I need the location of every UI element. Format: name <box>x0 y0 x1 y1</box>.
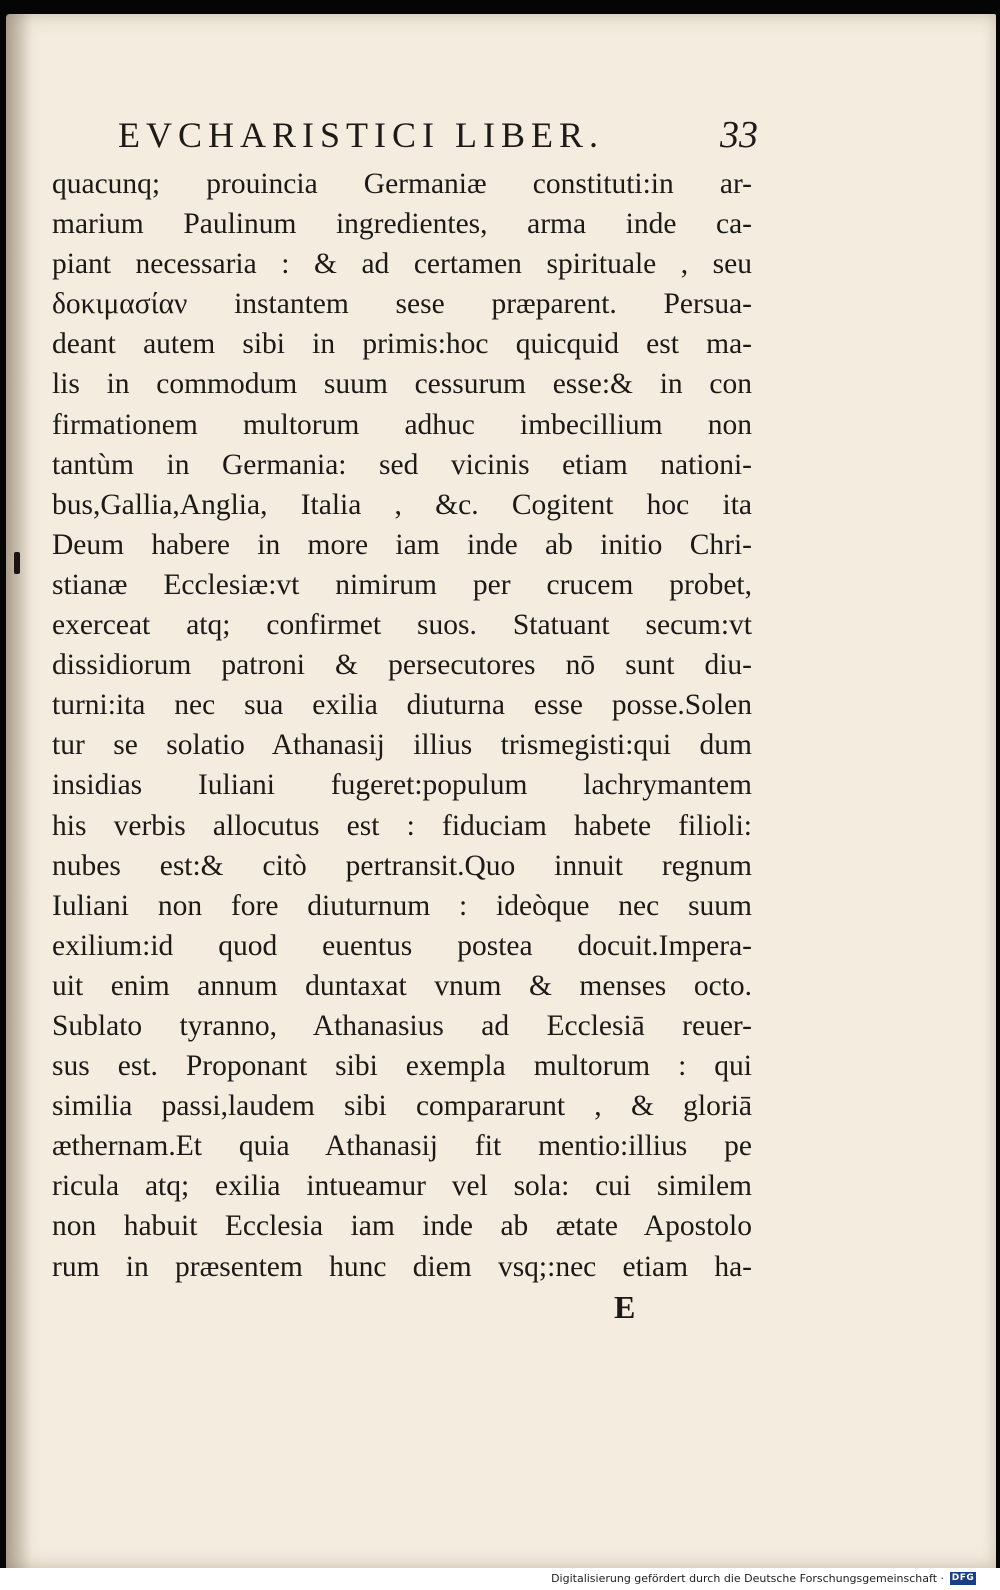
text-line: tur se solatio Athanasij illius trismegisti:qui dum <box>52 729 752 762</box>
text-line: firmationem multorum adhuc imbecillium non <box>52 408 752 441</box>
text-line: stianæ Ecclesiæ:vt nimirum per crucem probet, <box>52 568 752 601</box>
text-line: quacunq; prouincia Germaniæ constituti:in ar- <box>52 168 752 200</box>
text-line: Deum habere in more iam inde ab initio Chri- <box>52 528 752 561</box>
text-line: turni:ita nec sua exilia diuturna esse posse.Solen <box>52 689 752 722</box>
text-line: similia passi,laudem sibi compararunt , & gloriā <box>52 1090 752 1123</box>
funding-credit: Digitalisierung gefördert durch die Deutsche Forschungsgemeinschaft · <box>551 1572 944 1585</box>
dfg-logo: DFG <box>951 1573 975 1583</box>
text-line: marium Paulinum ingredientes, arma inde ca- <box>52 208 752 241</box>
text-line: exerceat atq; confirmet suos. Statuant secum:vt <box>52 609 752 642</box>
text-line: insidias Iuliani fugeret:populum lachrymantem <box>52 769 752 802</box>
text-line: bus,Gallia,Anglia, Italia , &c. Cogitent hoc ita <box>52 488 752 521</box>
text-line: exilium:id quod euentus postea docuit.Impera- <box>52 929 752 962</box>
digitization-footer <box>0 1568 1000 1590</box>
text-line: tantùm in Germania: sed vicinis etiam nationi- <box>52 448 752 481</box>
text-line: æthernam.Et quia Athanasij fit mentio:illius pe <box>52 1130 752 1163</box>
text-line: his verbis allocutus est : fiduciam habete filioli: <box>52 809 752 842</box>
text-line: lis in commodum suum cessurum esse:& in con <box>52 368 752 401</box>
text-line: nubes est:& citò pertransit.Quo innuit regnum <box>52 849 752 882</box>
body-text <box>52 164 752 1287</box>
text-line: δοκιμασίαν instantem sese præparent. Persua- <box>52 288 752 321</box>
book-page <box>6 14 996 1568</box>
signature-mark: E <box>614 1289 636 1325</box>
text-line: rum in præsentem hunc diem vsq;:nec etiam ha- <box>52 1250 752 1283</box>
text-line: deant autem sibi in primis:hoc quicquid est ma- <box>52 328 752 361</box>
running-head <box>118 112 758 158</box>
text-line: Sublato tyranno, Athanasius ad Ecclesiā reuer- <box>52 1009 752 1042</box>
text-line: uit enim annum duntaxat vnum & menses octo. <box>52 969 752 1002</box>
margin-ink-mark <box>14 552 20 574</box>
page-number: 33 <box>720 114 758 156</box>
text-line: piant necessaria : & ad certamen spirituale , seu <box>52 248 752 281</box>
text-line: ricula atq; exilia intueamur vel sola: cui similem <box>52 1170 752 1203</box>
text-line: sus est. Proponant sibi exempla multorum : qui <box>52 1050 752 1083</box>
text-line: Iuliani non fore diuturnum : ideòque nec suum <box>52 889 752 922</box>
running-title: EVCHARISTICI LIBER. <box>118 115 604 155</box>
text-line: non habuit Ecclesia iam inde ab ætate Apostolo <box>52 1210 752 1243</box>
text-line: dissidiorum patroni & persecutores nō sunt diu- <box>52 649 752 682</box>
